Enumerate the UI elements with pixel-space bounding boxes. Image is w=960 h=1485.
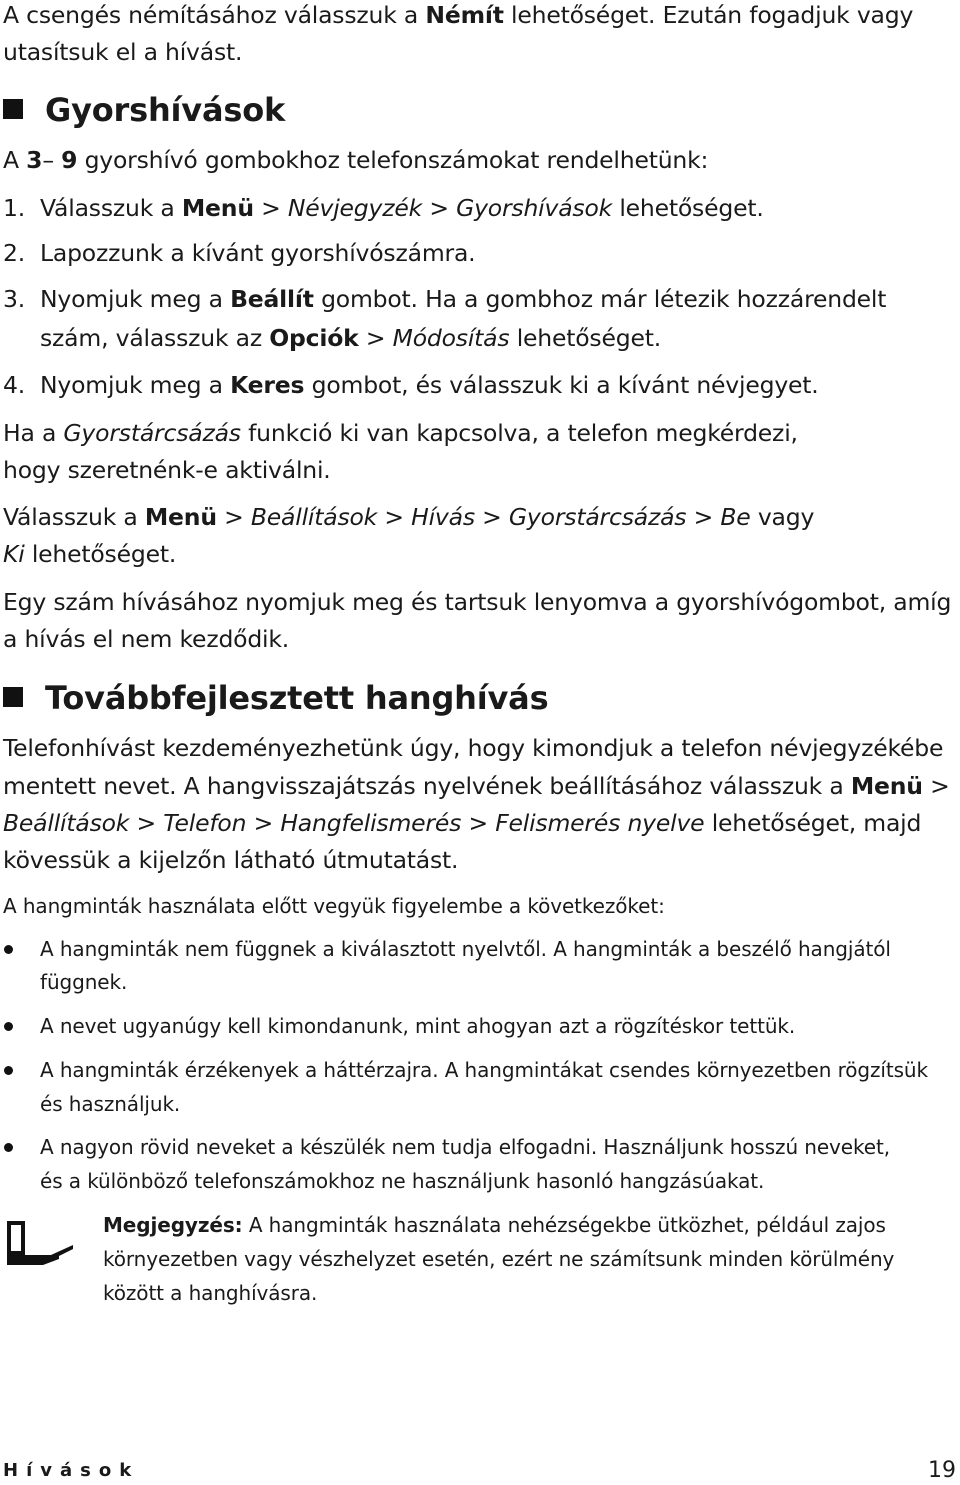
step-1: 1. Válasszuk a Menü > Névjegyzék > Gyorshívások lehetőséget. <box>3 194 764 222</box>
note-line-3: között a hanghívásra. <box>103 1281 318 1305</box>
list-item-line-2: függnek. <box>40 970 128 994</box>
intro-line-1: A csengés némításához válasszuk a Némít lehetőséget. Ezután fogadjuk vagy <box>3 1 914 29</box>
footer-section-title: Hívások <box>3 1460 140 1481</box>
list-item-line-2: és használjuk. <box>40 1092 181 1116</box>
note-hand-icon <box>3 1215 79 1271</box>
bullet-dot-icon <box>4 945 13 954</box>
step-3: 3. Nyomjuk meg a Beállít gombot. Ha a gombhoz már létezik hozzárendelt <box>3 285 887 313</box>
voice-dial-p1-line-2: mentett nevet. A hangvisszajátszás nyelvének beállításához válasszuk a Menü > <box>3 772 950 800</box>
speed-dial-paragraph-2: Válasszuk a Menü > Beállítások > Hívás > Gyorstárcsázás > Be vagy <box>3 503 815 531</box>
list-item: A nagyon rövid neveket a készülék nem tudja elfogadni. Használjunk hosszú neveket, <box>40 1135 890 1159</box>
voice-dial-p2: A hangminták használata előtt vegyük figyelembe a következőket: <box>3 894 665 918</box>
step-4: 4. Nyomjuk meg a Keres gombot, és válasszuk ki a kívánt névjegyet. <box>3 371 819 399</box>
list-item-line-2: és a különböző telefonszámokhoz ne használjunk hasonló hangzásúakat. <box>40 1169 765 1193</box>
speed-dial-intro: A 3– 9 gyorshívó gombokhoz telefonszámokat rendelhetünk: <box>3 146 709 174</box>
bullet-dot-icon <box>4 1022 13 1031</box>
voice-dial-p1-line-1: Telefonhívást kezdeményezhetünk úgy, hogy kimondjuk a telefon névjegyzékébe <box>3 734 944 762</box>
note-line-2: környezetben vagy vészhelyzet esetén, ezért ne számítsunk minden körülmény <box>103 1247 895 1271</box>
speed-dial-paragraph-3-line-2: a hívás el nem kezdődik. <box>3 625 290 653</box>
voice-dial-p1-line-3: Beállítások > Telefon > Hangfelismerés > Felismerés nyelve lehetőséget, majd <box>3 809 922 837</box>
voice-dial-heading: Továbbfejlesztett hanghívás <box>3 679 548 717</box>
list-item: A nevet ugyanúgy kell kimondanunk, mint ahogyan azt a rögzítéskor tettük. <box>40 1014 796 1038</box>
speed-dial-paragraph-2-line-2: Ki lehetőséget. <box>3 540 177 568</box>
step-3-line-2: szám, válasszuk az Opciók > Módosítás lehetőséget. <box>40 324 661 352</box>
intro-line-2: utasítsuk el a hívást. <box>3 38 243 66</box>
speed-dial-paragraph-3: Egy szám hívásához nyomjuk meg és tartsuk lenyomva a gyorshívógombot, amíg <box>3 588 952 616</box>
voice-dial-p1-line-4: kövessük a kijelzőn látható útmutatást. <box>3 846 459 874</box>
list-item: A hangminták nem függnek a kiválasztott nyelvtől. A hangminták a beszélő hangjától <box>40 937 891 961</box>
speed-dial-paragraph-1: Ha a Gyorstárcsázás funkció ki van kapcsolva, a telefon megkérdezi, <box>3 419 798 447</box>
speed-dial-paragraph-1-line-2: hogy szeretnénk-e aktiválni. <box>3 456 331 484</box>
bullet-dot-icon <box>4 1066 13 1075</box>
bullet-dot-icon <box>4 1143 13 1152</box>
speed-dial-heading: Gyorshívások <box>3 91 285 129</box>
note-line-1: Megjegyzés: A hangminták használata nehézségekbe ütközhet, például zajos <box>103 1213 886 1237</box>
step-2: 2. Lapozzunk a kívánt gyorshívószámra. <box>3 239 476 267</box>
page-number: 19 <box>928 1458 956 1483</box>
list-item: A hangminták érzékenyek a háttérzajra. A hangmintákat csendes környezetben rögzítsük <box>40 1058 928 1082</box>
square-bullet-icon <box>3 99 23 119</box>
square-bullet-icon <box>3 687 23 707</box>
